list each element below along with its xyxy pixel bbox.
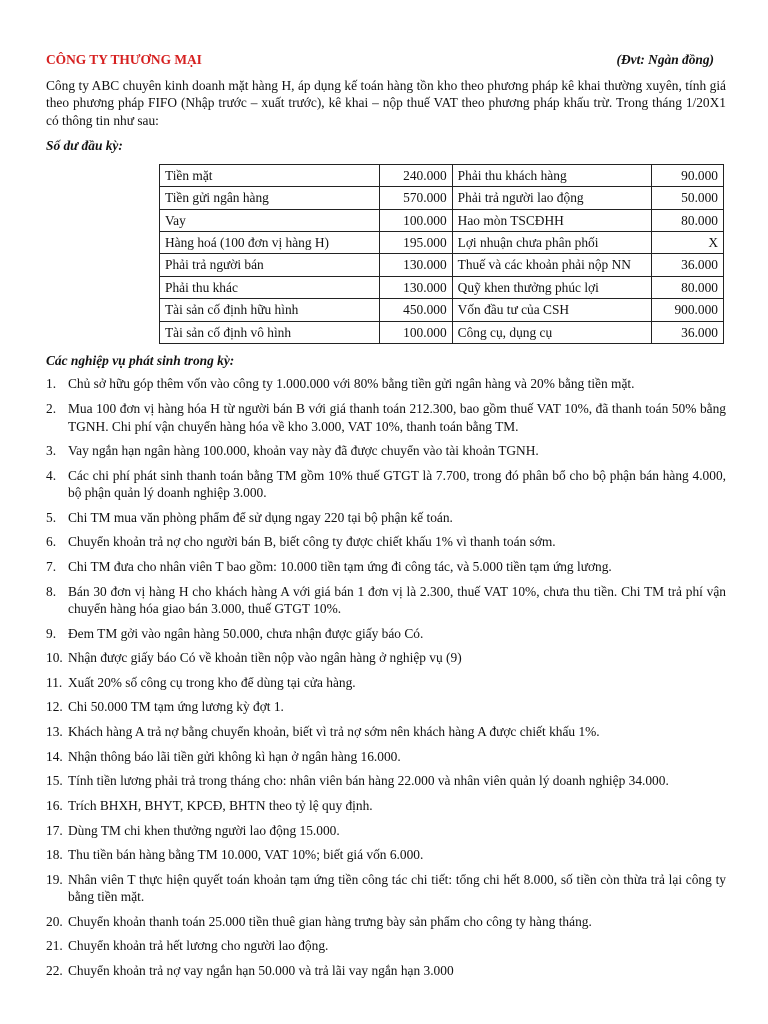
item-text: Thu tiền bán hàng bằng TM 10.000, VAT 10%; biết giá vốn 6.000.: [68, 847, 424, 863]
item-number: 7.: [46, 558, 57, 574]
account-value-cell: 900.000: [651, 299, 723, 321]
account-name-cell: Tài sản cố định hữu hình: [160, 299, 380, 321]
account-value-cell: 36.000: [651, 254, 723, 276]
item-number: 22.: [46, 962, 63, 978]
account-value-cell: 450.000: [380, 299, 452, 321]
transactions-title: Các nghiệp vụ phát sinh trong kỳ:: [46, 353, 235, 369]
account-name-cell: Tài sản cố định vô hình: [160, 321, 380, 343]
item-number: 20.: [46, 913, 63, 929]
account-value-cell: 50.000: [651, 187, 723, 209]
item-text: Đem TM gởi vào ngân hàng 50.000, chưa nhận được giấy báo Có.: [68, 625, 424, 641]
item-number: 9.: [46, 625, 57, 641]
account-name-cell: Thuế và các khoản phải nộp NN: [452, 254, 651, 276]
account-value-cell: 130.000: [380, 276, 452, 298]
item-number: 15.: [46, 773, 63, 789]
account-value-cell: 80.000: [651, 276, 723, 298]
account-value-cell: 130.000: [380, 254, 452, 276]
table-row: [160, 209, 724, 231]
list-item: [46, 871, 726, 906]
list-item: [46, 375, 726, 392]
item-text: Các chi phí phát sinh thanh toán bằng TM gồm 10% thuế GTGT là 7.700, trong đó phân bổ cho bộ phận bán hàng 4.000, bộ phận quản lý doanh nghiệp 3.000.: [68, 467, 726, 501]
list-item: [46, 748, 726, 765]
account-value-cell: 100.000: [380, 209, 452, 231]
list-item: [46, 913, 726, 930]
list-item: [46, 698, 726, 715]
table-row: [160, 299, 724, 321]
item-text: Khách hàng A trả nợ bằng chuyển khoản, biết vì trả nợ sớm nên khách hàng A được chiết khấu 1%.: [68, 724, 600, 740]
list-item: [46, 846, 726, 863]
list-item: [46, 400, 726, 435]
item-text: Dùng TM chi khen thưởng người lao động 15.000.: [68, 822, 340, 838]
item-text: Nhận thông báo lãi tiền gửi không kì hạn ở ngân hàng 16.000.: [68, 748, 401, 764]
item-number: 12.: [46, 699, 63, 715]
list-item: [46, 509, 726, 526]
list-item: [46, 558, 726, 575]
account-name-cell: Vay: [160, 209, 380, 231]
item-number: 13.: [46, 724, 63, 740]
item-text: Chi TM mua văn phòng phẩm để sử dụng ngay 220 tại bộ phận kế toán.: [68, 509, 453, 525]
list-item: [46, 937, 726, 954]
item-number: 11.: [46, 674, 63, 690]
list-item: [46, 674, 726, 691]
item-text: Tính tiền lương phải trả trong tháng cho: nhân viên bán hàng 22.000 và nhân viên quản lý doanh nghiệp 34.000.: [68, 773, 669, 789]
table-row: [160, 231, 724, 253]
account-value-cell: 570.000: [380, 187, 452, 209]
table-row: [160, 254, 724, 276]
item-number: 1.: [46, 376, 57, 392]
account-value-cell: 36.000: [651, 321, 723, 343]
account-name-cell: Hàng hoá (100 đơn vị hàng H): [160, 231, 380, 253]
item-number: 21.: [46, 938, 63, 954]
account-name-cell: Tiền gửi ngân hàng: [160, 187, 380, 209]
item-text: Chuyển khoản thanh toán 25.000 tiền thuê gian hàng trưng bày sản phẩm cho công ty hàng tháng.: [68, 913, 592, 929]
unit-label: (Đvt: Ngàn đồng): [616, 52, 714, 67]
item-text: Mua 100 đơn vị hàng hóa H từ người bán B với giá thanh toán 212.300, bao gồm thuế VAT 10%, đã thanh toán 50% bằng TGNH. Chi phí vận chuyển hàng hóa về kho 3.000, VAT 10%, thanh toán bằng TM.: [68, 401, 726, 434]
company-title: CÔNG TY THƯƠNG MẠI: [46, 52, 202, 67]
item-text: Xuất 20% số công cụ trong kho để dùng tại cửa hàng.: [68, 674, 356, 690]
item-number: 2.: [46, 401, 57, 417]
account-name-cell: Phải trả người bán: [160, 254, 380, 276]
item-text: Chuyển khoản trả hết lương cho người lao động.: [68, 938, 329, 954]
account-value-cell: 100.000: [380, 321, 452, 343]
table-row: [160, 321, 724, 343]
account-name-cell: Tiền mặt: [160, 164, 380, 186]
list-item: [46, 723, 726, 740]
account-name-cell: Quỹ khen thưởng phúc lợi: [452, 276, 651, 298]
item-number: 18.: [46, 847, 63, 863]
transactions-list: [46, 375, 726, 979]
item-number: 6.: [46, 534, 57, 550]
list-item: [46, 442, 726, 459]
item-text: Vay ngắn hạn ngân hàng 100.000, khoản vay này đã được chuyển vào tài khoản TGNH.: [68, 443, 539, 459]
item-number: 16.: [46, 797, 63, 813]
account-name-cell: Công cụ, dụng cụ: [452, 321, 651, 343]
item-number: 17.: [46, 822, 63, 838]
list-item: [46, 772, 726, 789]
account-value-cell: X: [651, 231, 723, 253]
account-name-cell: Phải thu khách hàng: [452, 164, 651, 186]
item-number: 8.: [46, 583, 57, 599]
intro-paragraph: Công ty ABC chuyên kinh doanh mặt hàng H, áp dụng kế toán hàng tồn kho theo phương pháp kê khai thường xuyên, tính giá theo phương pháp FIFO (Nhập trước – xuất trước), kê khai – nộp thuế VAT theo phương pháp khấu trừ. Trong tháng 1/20X1 có thông tin như sau:: [46, 78, 726, 128]
item-number: 4.: [46, 467, 57, 483]
item-text: Chuyển khoản trả nợ vay ngắn hạn 50.000 và trả lãi vay ngắn hạn 3.000: [68, 962, 454, 978]
item-text: Chủ sở hữu góp thêm vốn vào công ty 1.000.000 với 80% bằng tiền gửi ngân hàng và 20% bằng tiền mặt.: [68, 376, 635, 392]
item-text: Trích BHXH, BHYT, KPCĐ, BHTN theo tỷ lệ quy định.: [68, 797, 373, 813]
account-value-cell: 240.000: [380, 164, 452, 186]
account-value-cell: 195.000: [380, 231, 452, 253]
table-row: [160, 187, 724, 209]
list-item: [46, 467, 726, 502]
item-number: 14.: [46, 748, 63, 764]
account-name-cell: Phải thu khác: [160, 276, 380, 298]
list-item: [46, 797, 726, 814]
item-text: Chi 50.000 TM tạm ứng lương kỳ đợt 1.: [68, 699, 284, 715]
opening-balance-table: [159, 164, 724, 344]
list-item: [46, 962, 726, 979]
account-name-cell: Lợi nhuận chưa phân phối: [452, 231, 651, 253]
item-number: 3.: [46, 443, 57, 459]
document-header: [46, 51, 726, 71]
account-name-cell: Phải trả người lao động: [452, 187, 651, 209]
list-item: [46, 822, 726, 839]
item-text: Nhận được giấy báo Có về khoản tiền nộp vào ngân hàng ở nghiệp vụ (9): [68, 650, 462, 666]
item-number: 10.: [46, 650, 63, 666]
item-number: 5.: [46, 509, 57, 525]
opening-balance-title: Số dư đầu kỳ:: [46, 138, 123, 154]
item-text: Nhân viên T thực hiện quyết toán khoản tạm ứng tiền công tác chi tiết: tổng chi hết 8.000, số tiền còn thừa trả lại công ty bằng tiền mặt.: [68, 871, 726, 905]
account-value-cell: 90.000: [651, 164, 723, 186]
item-number: 19.: [46, 871, 63, 887]
item-text: Bán 30 đơn vị hàng H cho khách hàng A với giá bán 1 đơn vị là 2.300, thuế VAT 10%, chưa thu tiền. Chi TM trả phí vận chuyển hàng hóa giao bán 3.000, thuế GTGT 10%.: [68, 583, 726, 617]
account-name-cell: Hao mòn TSCĐHH: [452, 209, 651, 231]
item-text: Chuyển khoản trả nợ cho người bán B, biết công ty được chiết khấu 1% vì thanh toán sớm.: [68, 534, 556, 550]
list-item: [46, 625, 726, 642]
list-item: [46, 649, 726, 666]
table-row: [160, 276, 724, 298]
table-row: [160, 164, 724, 186]
account-name-cell: Vốn đầu tư của CSH: [452, 299, 651, 321]
account-value-cell: 80.000: [651, 209, 723, 231]
item-text: Chi TM đưa cho nhân viên T bao gồm: 10.000 tiền tạm ứng đi công tác, và 5.000 tiền tạm ứng lương.: [68, 558, 612, 574]
list-item: [46, 533, 726, 550]
list-item: [46, 583, 726, 618]
